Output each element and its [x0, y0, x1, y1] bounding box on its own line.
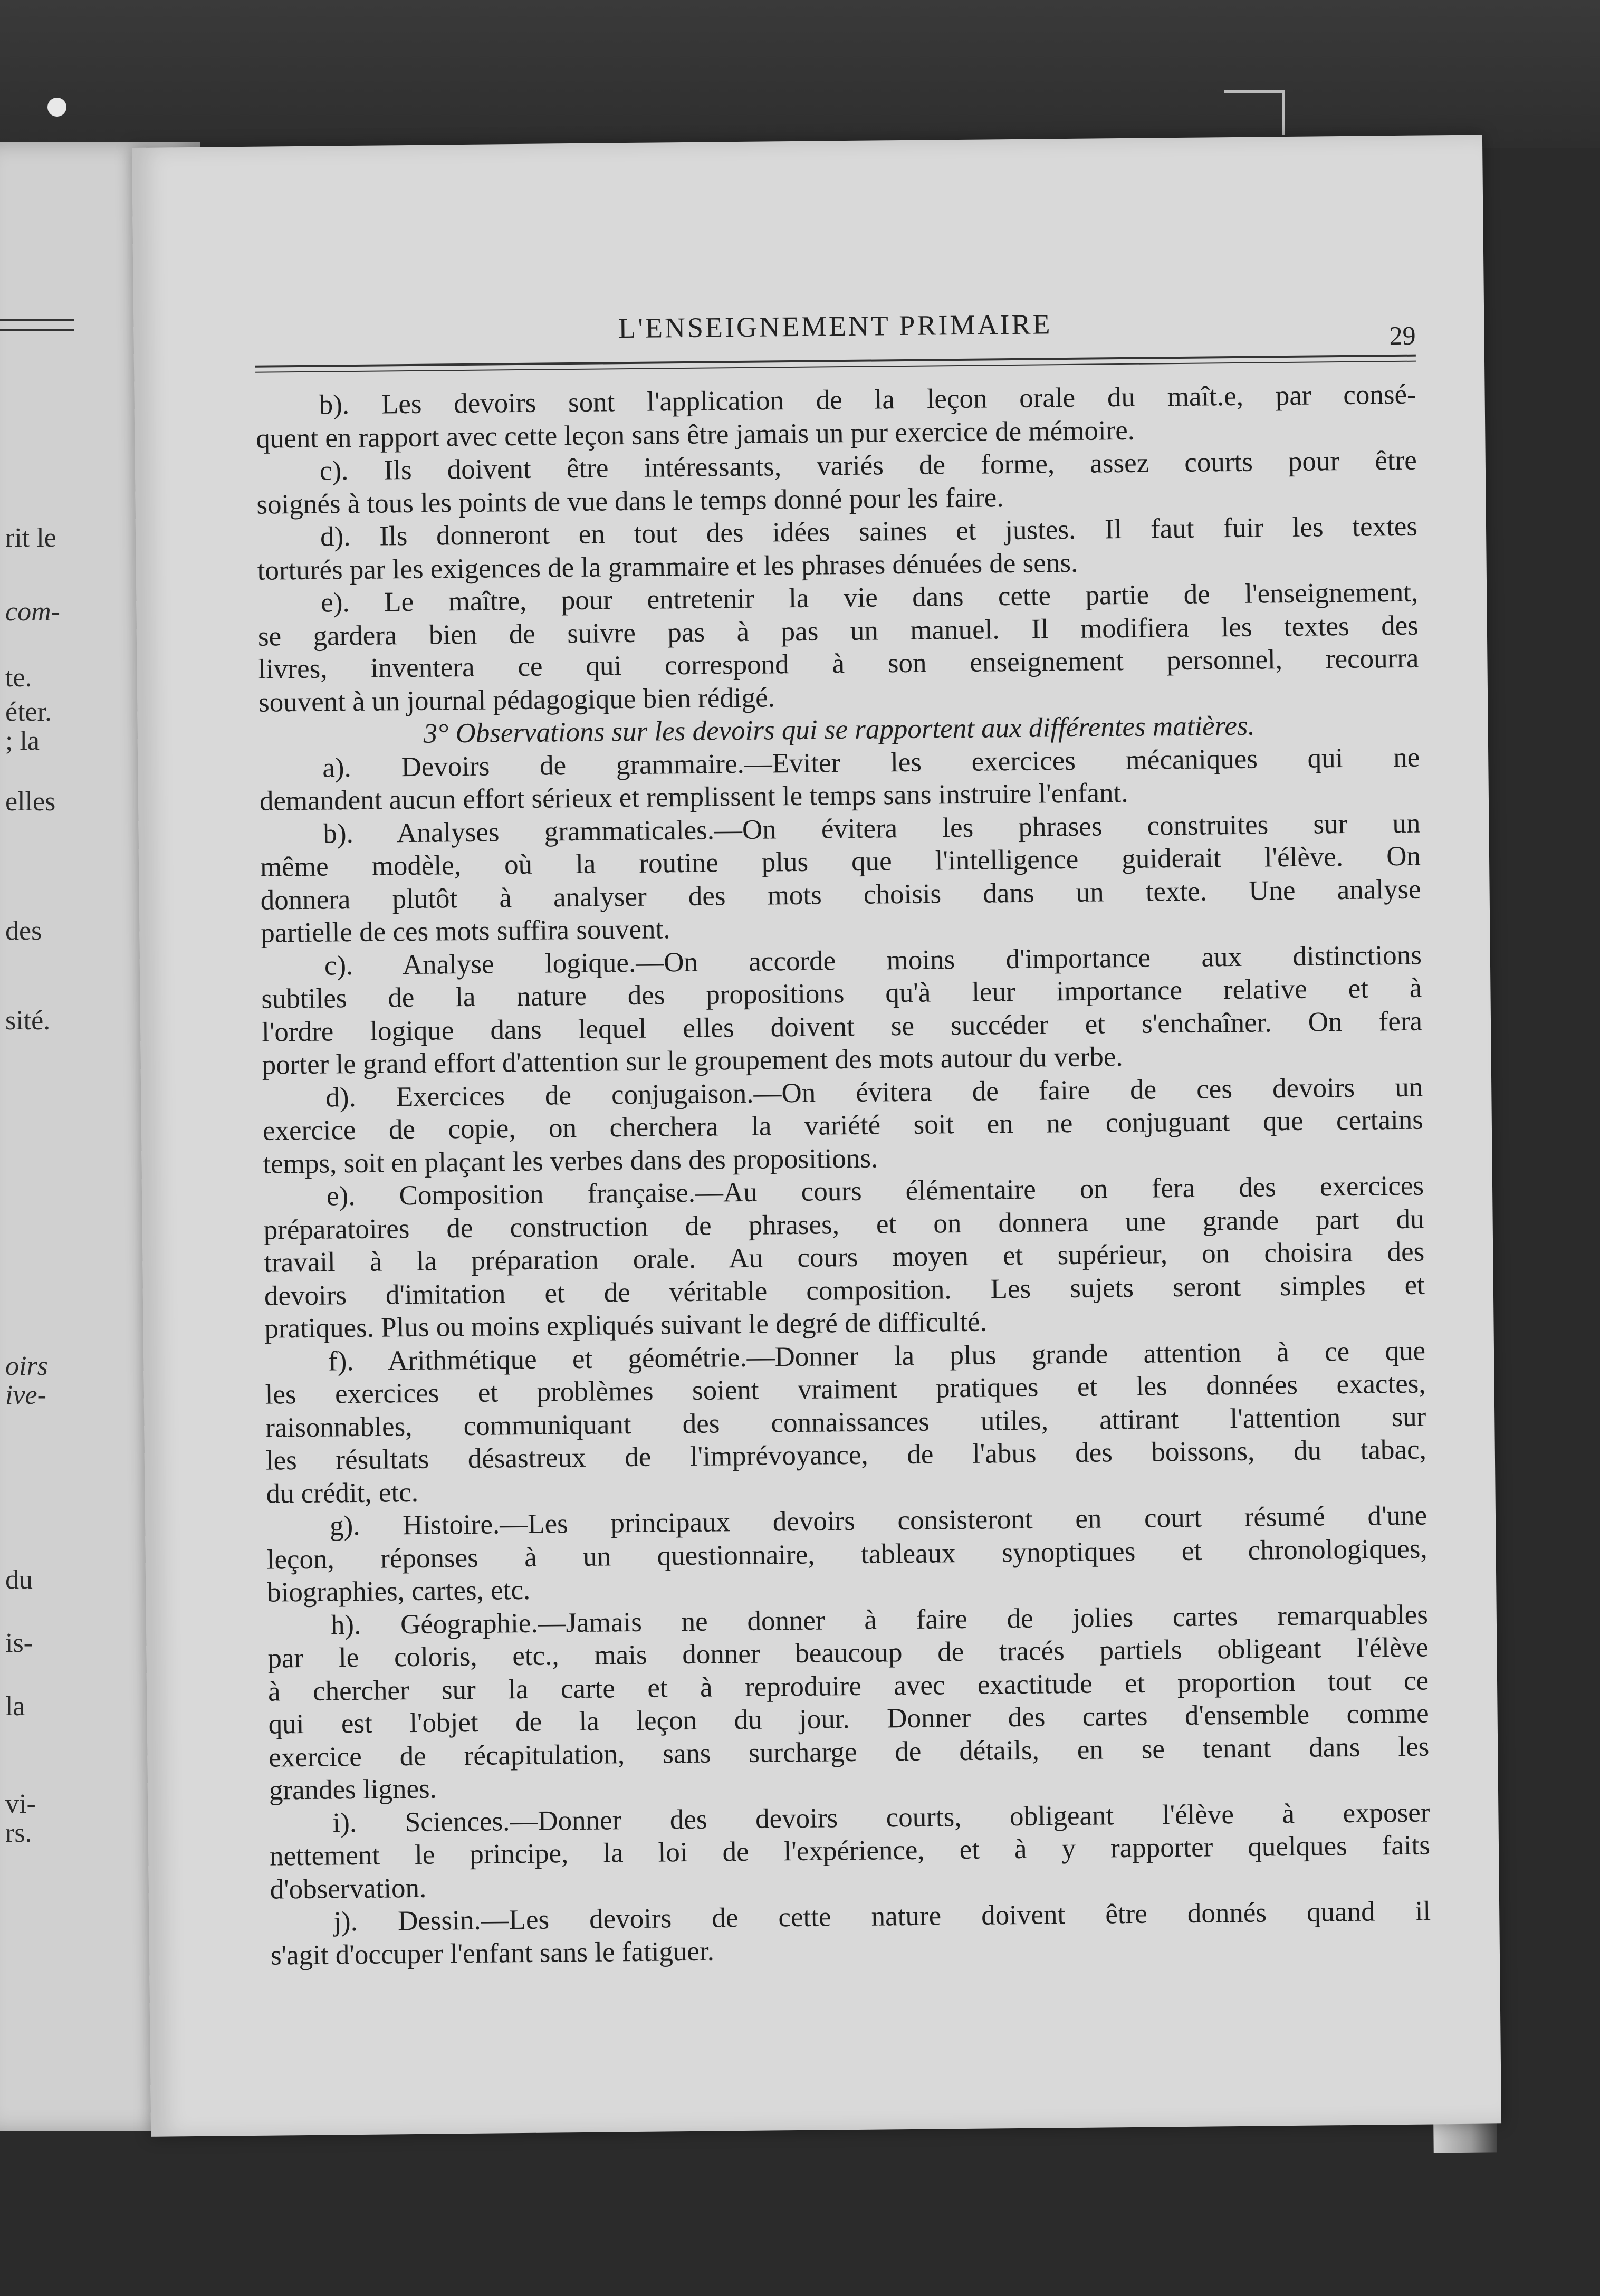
running-title: L'ENSEIGNEMENT PRIMAIRE: [618, 308, 1052, 345]
left-page-fragment: oirs: [5, 1351, 48, 1381]
text-line: d). Exercices de conjugaison.—On évitera de faire de ces devoirs un: [325, 1072, 1423, 1113]
left-page-fragment: elles: [5, 787, 56, 817]
left-page-fragment: éter.: [5, 697, 52, 727]
dust-mark: [47, 98, 66, 117]
text-line: livres, inventera ce qui correspond à son enseignement personnel, recourra: [258, 643, 1419, 685]
text-line: c). Ils doivent être intéressants, variés de forme, assez courts pour être: [319, 445, 1417, 486]
body-text: [255, 378, 1431, 1972]
text-line: f). Arithmétique et géométrie.—Donner la plus grande attention à ce que: [328, 1335, 1426, 1377]
page-corner-mark: [1224, 90, 1285, 135]
text-line: i). Sciences.—Donner des devoirs courts, obligeant l'élève à exposer: [332, 1797, 1430, 1838]
text-line: h). Géographie.—Jamais ne donner à faire de jolies cartes remarquables: [330, 1599, 1429, 1641]
left-page-fragment: ; la: [5, 726, 40, 756]
left-page-fragment: is-: [5, 1628, 33, 1658]
left-page-fragment: sité.: [5, 1006, 51, 1036]
text-line: même modèle, où la routine plus que l'intelligence guiderait l'élève. On: [260, 840, 1421, 883]
text-line: temps, soit en plaçant les verbes dans des propositions.: [263, 1143, 878, 1180]
background: [0, 0, 1600, 148]
text-line: c). Analyse logique.—On accorde moins d'importance aux distinctions: [324, 940, 1422, 981]
left-page-fragment: rit le: [5, 523, 56, 553]
text-line: grandes lignes.: [269, 1773, 437, 1806]
text-line: quent en rapport avec cette leçon sans être jamais un pur exercice de mémoire.: [256, 415, 1135, 454]
left-page-fragment: com-: [5, 597, 60, 627]
text-line: e). Composition française.—Au cours élémentaire on fera des exercices: [326, 1170, 1424, 1212]
text-line: qui est l'objet de la leçon du jour. Donner des cartes d'ensemble comme: [268, 1698, 1429, 1740]
text-line: biographies, cartes, etc.: [267, 1574, 531, 1608]
text-line: se gardera bien de suivre pas à pas un manuel. Il modifiera les textes des: [257, 610, 1419, 652]
text-line: demandent aucun effort sérieux et remplissent le temps sans instruire l'enfant.: [259, 777, 1128, 817]
text-line: subtiles de la nature des propositions qu'à leur importance relative et à: [261, 972, 1422, 1015]
text-line: l'ordre logique dans lequel elles doivent se succéder et s'enchaîner. On fera: [261, 1006, 1423, 1048]
text-line: b). Analyses grammaticales.—On évitera les phrases construites sur un: [323, 808, 1421, 849]
text-line: leçon, réponses à un questionnaire, tableaux synoptiques et chronologiques,: [266, 1533, 1427, 1575]
left-page-fragment: la: [5, 1691, 25, 1721]
text-line: souvent à un journal pédagogique bien rédigé.: [258, 682, 775, 718]
text-line: partielle de ces mots suffira souvent.: [261, 914, 670, 949]
text-line: s'agit d'occuper l'enfant sans le fatiguer.: [270, 1936, 715, 1971]
text-line: nettement le principe, la loi de l'expérience, et à y rapporter quelques faits: [269, 1830, 1431, 1872]
text-line: par le coloris, etc., mais donner beaucoup de tracés partiels obligeant l'élève: [267, 1632, 1429, 1674]
text-line: du crédit, etc.: [266, 1477, 419, 1509]
left-page-fragment: vi-: [5, 1789, 36, 1819]
text-line: exercice de récapitulation, sans surcharge de détails, en se tenant dans les: [269, 1731, 1430, 1773]
text-line: d'observation.: [270, 1872, 427, 1905]
text-line: a). Devoirs de grammaire.—Eviter les exercices mécaniques qui ne: [322, 742, 1420, 783]
header-rule: [255, 355, 1416, 373]
page-header: [255, 304, 1416, 374]
left-page-fragment: te.: [5, 663, 32, 693]
left-page-fragment: des: [5, 916, 42, 946]
text-line: torturés par les exigences de la grammaire et les phrases dénuées de sens.: [257, 547, 1078, 586]
text-line: préparatoires de construction de phrases, et on donnera une grande part du: [263, 1203, 1424, 1246]
page-number: 29: [1389, 320, 1416, 351]
text-line: devoirs d'imitation et de véritable composition. Les sujets seront simples et: [264, 1269, 1425, 1312]
left-page-rule: [0, 319, 74, 331]
text-line: donnera plutôt à analyser des mots choisis dans un texte. Une analyse: [260, 874, 1421, 916]
text-line: pratiques. Plus ou moins expliqués suivant le degré de difficulté.: [264, 1306, 988, 1344]
text-line: les résultats désastreux de l'imprévoyance, de l'abus des boissons, du tabac,: [265, 1434, 1427, 1476]
text-line: exercice de copie, on cherchera la variété soit en ne conjuguant que certains: [262, 1104, 1424, 1146]
text-line: soignés à tous les points de vue dans le temps donné pour les faire.: [256, 482, 1004, 520]
main-page: [132, 135, 1501, 2136]
text-line: porter le grand effort d'attention sur le groupement des mots autour du verbe.: [262, 1041, 1123, 1080]
text-line: raisonnables, communiquant des connaissances utiles, attirant l'attention sur: [265, 1401, 1426, 1443]
text-line: travail à la préparation orale. Au cours moyen et supérieur, on choisira des: [264, 1236, 1425, 1278]
text-line: j). Dessin.—Les devoirs de cette nature doivent être donnés quand il: [333, 1896, 1431, 1937]
text-line: b). Les devoirs sont l'application de la leçon orale du maît.e, par consé-: [319, 379, 1416, 420]
text-line: e). Le maître, pour entretenir la vie dans cette partie de l'enseignement,: [321, 577, 1419, 618]
left-page-fragment: rs.: [5, 1818, 32, 1848]
text-line: 3° Observations sur les devoirs qui se rapportent aux différentes matières.: [423, 710, 1255, 749]
left-page-fragment: ive-: [5, 1380, 46, 1410]
text-line: à chercher sur la carte et à reproduire avec exactitude et proportion tout ce: [267, 1665, 1429, 1707]
text-line: g). Histoire.—Les principaux devoirs consisteront en court résumé d'une: [329, 1500, 1427, 1542]
text-line: d). Ils donneront en tout des idées saines et justes. Il faut fuir les textes: [320, 511, 1418, 552]
text-line: les exercices et problèmes soient vraiment pratiques et les données exactes,: [265, 1368, 1426, 1410]
left-page-fragment: du: [5, 1565, 33, 1595]
